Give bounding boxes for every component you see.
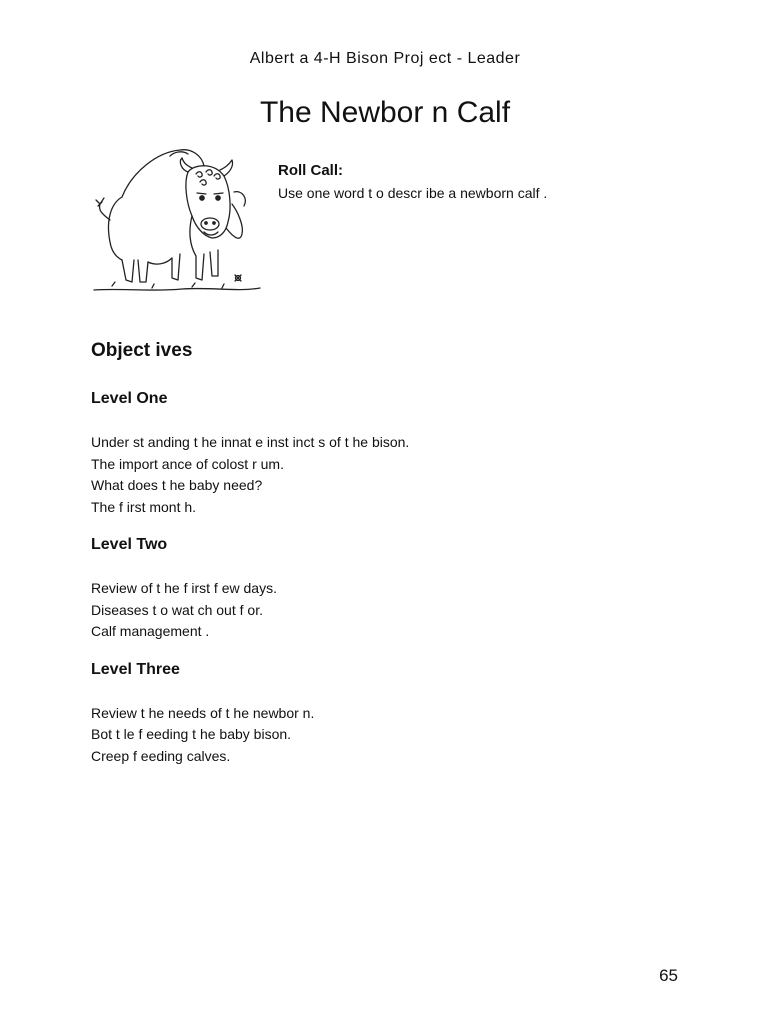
level-one-section xyxy=(91,390,691,518)
list-item: Creep f eeding calves. xyxy=(91,747,231,764)
bison-cartoon-icon xyxy=(92,142,262,297)
level-heading: Level Two xyxy=(91,536,168,553)
list-item: Under st anding t he innat e inst inct s of t he bison. xyxy=(91,434,410,450)
level-heading: Level One xyxy=(91,390,168,407)
roll-call-heading: Roll Call: xyxy=(278,162,344,179)
page-title: The Newbor n Calf xyxy=(259,96,511,129)
level-heading: Level Three xyxy=(91,660,180,678)
list-item: Review of t he f irst f ew days. xyxy=(91,580,277,596)
list-item: Review t he needs of t he newbor n. xyxy=(91,704,315,721)
running-header: Albert a 4-H Bison Proj ect - Leader xyxy=(249,50,521,67)
list-item: What does t he baby need? xyxy=(91,477,263,493)
list-item: The import ance of colost r um. xyxy=(91,455,284,472)
objectives-section xyxy=(91,340,691,785)
roll-call-section xyxy=(278,162,718,201)
objectives-heading: Object ives xyxy=(91,340,193,361)
level-one-list xyxy=(91,432,691,518)
level-two-section xyxy=(91,536,691,643)
page-number: 65 xyxy=(659,966,678,985)
level-two-list xyxy=(91,578,691,643)
list-item: The f irst mont h. xyxy=(91,498,197,515)
list-item: Diseases t o wat ch out f or. xyxy=(91,601,263,618)
level-three-list xyxy=(91,703,691,768)
list-item: Calf management . xyxy=(91,623,210,639)
level-three-section xyxy=(91,661,691,768)
list-item: Bot t le f eeding t he baby bison. xyxy=(91,726,292,742)
roll-call-text: Use one word t o descr ibe a newborn calf . xyxy=(278,185,548,201)
